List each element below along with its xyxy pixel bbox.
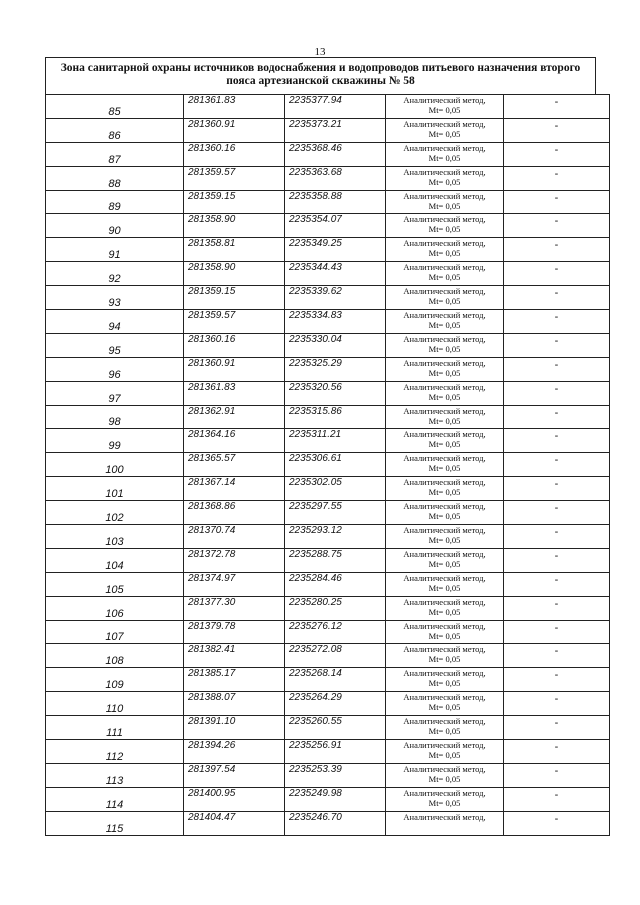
method-text: Аналитический метод, [403, 310, 486, 321]
y-coordinate-cell: 2235349.25 [285, 238, 386, 262]
accuracy-text: Mt= 0,05 [428, 415, 461, 426]
accuracy-text: Mt= 0,05 [428, 439, 461, 450]
method-cell [386, 286, 504, 310]
method-cell [386, 548, 504, 572]
table-row [46, 811, 610, 835]
table-row [46, 501, 610, 525]
table-row [46, 429, 610, 453]
point-number-cell: 97 [46, 381, 184, 405]
method-cell [386, 381, 504, 405]
x-coordinate-cell: 281394.26 [184, 740, 285, 764]
note-cell: - [504, 405, 610, 429]
point-number-cell: 92 [46, 262, 184, 286]
table-row [46, 620, 610, 644]
note-cell: - [504, 525, 610, 549]
point-number-cell: 109 [46, 668, 184, 692]
accuracy-text: Mt= 0,05 [428, 248, 461, 259]
point-number-cell: 108 [46, 644, 184, 668]
method-cell [386, 596, 504, 620]
method-text: Аналитический метод, [403, 214, 486, 225]
table-row [46, 596, 610, 620]
point-number-cell: 104 [46, 548, 184, 572]
accuracy-text: Mt= 0,05 [428, 726, 461, 737]
x-coordinate-cell: 281367.14 [184, 477, 285, 501]
coordinates-table [45, 94, 610, 836]
method-text: Аналитический метод, [403, 548, 486, 559]
y-coordinate-cell: 2235339.62 [285, 286, 386, 310]
method-text: Аналитический метод, [403, 357, 486, 368]
method-cell [386, 740, 504, 764]
x-coordinate-cell: 281360.16 [184, 142, 285, 166]
table-row [46, 166, 610, 190]
y-coordinate-cell: 2235330.04 [285, 333, 386, 357]
method-cell [386, 429, 504, 453]
method-cell [386, 668, 504, 692]
x-coordinate-cell: 281359.57 [184, 310, 285, 334]
y-coordinate-cell: 2235320.56 [285, 381, 386, 405]
method-cell [386, 763, 504, 787]
table-row [46, 716, 610, 740]
method-cell [386, 357, 504, 381]
note-cell: - [504, 142, 610, 166]
point-number-cell: 94 [46, 310, 184, 334]
table-row [46, 286, 610, 310]
x-coordinate-cell: 281358.81 [184, 238, 285, 262]
accuracy-text: Mt= 0,05 [428, 176, 461, 187]
point-number-cell: 114 [46, 787, 184, 811]
x-coordinate-cell: 281359.15 [184, 190, 285, 214]
note-cell: - [504, 716, 610, 740]
note-cell: - [504, 166, 610, 190]
method-cell [386, 238, 504, 262]
point-number-cell: 112 [46, 740, 184, 764]
accuracy-text: Mt= 0,05 [428, 654, 461, 665]
table-row [46, 238, 610, 262]
accuracy-text: Mt= 0,05 [428, 224, 461, 235]
method-text: Аналитический метод, [403, 668, 486, 679]
method-text: Аналитический метод, [403, 286, 486, 297]
x-coordinate-cell: 281404.47 [184, 811, 285, 835]
y-coordinate-cell: 2235377.94 [285, 95, 386, 119]
note-cell: - [504, 190, 610, 214]
y-coordinate-cell: 2235288.75 [285, 548, 386, 572]
method-text: Аналитический метод, [403, 190, 486, 201]
point-number-cell: 88 [46, 166, 184, 190]
method-cell [386, 166, 504, 190]
method-cell [386, 142, 504, 166]
y-coordinate-cell: 2235246.70 [285, 811, 386, 835]
x-coordinate-cell: 281400.95 [184, 787, 285, 811]
accuracy-text: Mt= 0,05 [428, 367, 461, 378]
accuracy-text: Mt= 0,05 [428, 558, 461, 569]
table-row [46, 333, 610, 357]
accuracy-text: Mt= 0,05 [428, 797, 461, 808]
y-coordinate-cell: 2235280.25 [285, 596, 386, 620]
method-text: Аналитический метод, [403, 238, 486, 249]
method-cell [386, 477, 504, 501]
y-coordinate-cell: 2235256.91 [285, 740, 386, 764]
x-coordinate-cell: 281379.78 [184, 620, 285, 644]
note-cell: - [504, 118, 610, 142]
table-row [46, 357, 610, 381]
y-coordinate-cell: 2235306.61 [285, 453, 386, 477]
method-text: Аналитический метод, [403, 501, 486, 512]
note-cell: - [504, 262, 610, 286]
note-cell: - [504, 620, 610, 644]
table-row [46, 668, 610, 692]
point-number-cell: 105 [46, 572, 184, 596]
method-text: Аналитический метод, [403, 453, 486, 464]
table-row [46, 525, 610, 549]
point-number-cell: 113 [46, 763, 184, 787]
method-text: Аналитический метод, [403, 763, 486, 774]
note-cell: - [504, 740, 610, 764]
method-text: Аналитический метод, [403, 333, 486, 344]
method-text: Аналитический метод, [403, 118, 486, 129]
table-row [46, 453, 610, 477]
x-coordinate-cell: 281372.78 [184, 548, 285, 572]
note-cell: - [504, 286, 610, 310]
method-cell [386, 190, 504, 214]
accuracy-text: Mt= 0,05 [428, 487, 461, 498]
method-text: Аналитический метод, [403, 525, 486, 536]
x-coordinate-cell: 281360.91 [184, 118, 285, 142]
method-cell [386, 811, 504, 835]
method-text: Аналитический метод, [403, 596, 486, 607]
method-text: Аналитический метод, [403, 405, 486, 416]
point-number-cell: 115 [46, 811, 184, 835]
point-number-cell: 91 [46, 238, 184, 262]
method-cell [386, 644, 504, 668]
accuracy-text: Mt= 0,05 [428, 272, 461, 283]
y-coordinate-cell: 2235260.55 [285, 716, 386, 740]
y-coordinate-cell: 2235268.14 [285, 668, 386, 692]
point-number-cell: 95 [46, 333, 184, 357]
method-text: Аналитический метод, [403, 740, 486, 751]
method-cell [386, 214, 504, 238]
note-cell: - [504, 572, 610, 596]
table-row [46, 310, 610, 334]
accuracy-text: Mt= 0,05 [428, 463, 461, 474]
point-number-cell: 96 [46, 357, 184, 381]
accuracy-text: Mt= 0,05 [428, 582, 461, 593]
note-cell: - [504, 333, 610, 357]
y-coordinate-cell: 2235334.83 [285, 310, 386, 334]
x-coordinate-cell: 281397.54 [184, 763, 285, 787]
note-cell: - [504, 763, 610, 787]
method-cell [386, 692, 504, 716]
accuracy-text: Mt= 0,05 [428, 678, 461, 689]
note-cell: - [504, 811, 610, 835]
x-coordinate-cell: 281388.07 [184, 692, 285, 716]
point-number-cell: 111 [46, 716, 184, 740]
method-text: Аналитический метод, [403, 787, 486, 798]
x-coordinate-cell: 281368.86 [184, 501, 285, 525]
y-coordinate-cell: 2235368.46 [285, 142, 386, 166]
method-text: Аналитический метод, [403, 166, 486, 177]
point-number-cell: 98 [46, 405, 184, 429]
point-number-cell: 103 [46, 525, 184, 549]
method-text: Аналитический метод, [403, 142, 486, 153]
x-coordinate-cell: 281370.74 [184, 525, 285, 549]
point-number-cell: 90 [46, 214, 184, 238]
table-row [46, 740, 610, 764]
table-row [46, 95, 610, 119]
x-coordinate-cell: 281374.97 [184, 572, 285, 596]
x-coordinate-cell: 281365.57 [184, 453, 285, 477]
y-coordinate-cell: 2235311.21 [285, 429, 386, 453]
accuracy-text: Mt= 0,05 [428, 702, 461, 713]
point-number-cell: 85 [46, 95, 184, 119]
point-number-cell: 101 [46, 477, 184, 501]
method-text: Аналитический метод, [403, 95, 486, 105]
y-coordinate-cell: 2235363.68 [285, 166, 386, 190]
y-coordinate-cell: 2235354.07 [285, 214, 386, 238]
method-text: Аналитический метод, [403, 620, 486, 631]
y-coordinate-cell: 2235315.86 [285, 405, 386, 429]
method-cell [386, 501, 504, 525]
table-row [46, 142, 610, 166]
x-coordinate-cell: 281360.91 [184, 357, 285, 381]
table-row [46, 644, 610, 668]
table-row [46, 477, 610, 501]
x-coordinate-cell: 281359.57 [184, 166, 285, 190]
x-coordinate-cell: 281382.41 [184, 644, 285, 668]
y-coordinate-cell: 2235293.12 [285, 525, 386, 549]
table-row [46, 262, 610, 286]
point-number-cell: 86 [46, 118, 184, 142]
method-text: Аналитический метод, [403, 429, 486, 440]
x-coordinate-cell: 281358.90 [184, 262, 285, 286]
y-coordinate-cell: 2235302.05 [285, 477, 386, 501]
method-text: Аналитический метод, [403, 644, 486, 655]
method-text: Аналитический метод, [403, 692, 486, 703]
note-cell: - [504, 548, 610, 572]
method-cell [386, 525, 504, 549]
coordinates-sheet [45, 57, 596, 836]
note-cell: - [504, 644, 610, 668]
accuracy-text: Mt= 0,05 [428, 320, 461, 331]
point-number-cell: 99 [46, 429, 184, 453]
note-cell: - [504, 95, 610, 119]
x-coordinate-cell: 281391.10 [184, 716, 285, 740]
table-row [46, 692, 610, 716]
method-cell [386, 620, 504, 644]
method-cell [386, 572, 504, 596]
accuracy-text: Mt= 0,05 [428, 128, 461, 139]
table-row [46, 405, 610, 429]
method-cell [386, 405, 504, 429]
accuracy-text: Mt= 0,05 [428, 296, 461, 307]
y-coordinate-cell: 2235358.88 [285, 190, 386, 214]
note-cell: - [504, 668, 610, 692]
y-coordinate-cell: 2235276.12 [285, 620, 386, 644]
method-text: Аналитический метод, [403, 381, 486, 392]
y-coordinate-cell: 2235284.46 [285, 572, 386, 596]
method-cell [386, 118, 504, 142]
method-text: Аналитический метод, [403, 811, 486, 822]
note-cell: - [504, 429, 610, 453]
method-cell [386, 95, 504, 119]
accuracy-text: Mt= 0,05 [428, 773, 461, 784]
accuracy-text: Mt= 0,05 [428, 606, 461, 617]
note-cell: - [504, 501, 610, 525]
table-row [46, 763, 610, 787]
x-coordinate-cell: 281377.30 [184, 596, 285, 620]
method-text: Аналитический метод, [403, 572, 486, 583]
table-title: Зона санитарной охраны источников водоснабжения и водопроводов питьевого назначения второго пояса артезианской скважины № 58 [45, 57, 596, 94]
y-coordinate-cell: 2235325.29 [285, 357, 386, 381]
y-coordinate-cell: 2235344.43 [285, 262, 386, 286]
y-coordinate-cell: 2235253.39 [285, 763, 386, 787]
accuracy-text: Mt= 0,05 [428, 105, 461, 115]
note-cell: - [504, 214, 610, 238]
accuracy-text: Mt= 0,05 [428, 630, 461, 641]
y-coordinate-cell: 2235297.55 [285, 501, 386, 525]
x-coordinate-cell: 281360.16 [184, 333, 285, 357]
point-number-cell: 89 [46, 190, 184, 214]
accuracy-text: Mt= 0,05 [428, 391, 461, 402]
x-coordinate-cell: 281361.83 [184, 95, 285, 119]
accuracy-text: Mt= 0,05 [428, 511, 461, 522]
table-row [46, 381, 610, 405]
y-coordinate-cell: 2235373.21 [285, 118, 386, 142]
accuracy-text: Mt= 0,05 [428, 200, 461, 211]
table-row [46, 548, 610, 572]
point-number-cell: 110 [46, 692, 184, 716]
point-number-cell: 107 [46, 620, 184, 644]
x-coordinate-cell: 281361.83 [184, 381, 285, 405]
note-cell: - [504, 692, 610, 716]
point-number-cell: 100 [46, 453, 184, 477]
x-coordinate-cell: 281358.90 [184, 214, 285, 238]
note-cell: - [504, 453, 610, 477]
method-cell [386, 453, 504, 477]
note-cell: - [504, 357, 610, 381]
x-coordinate-cell: 281364.16 [184, 429, 285, 453]
method-cell [386, 716, 504, 740]
method-text: Аналитический метод, [403, 477, 486, 488]
table-row [46, 190, 610, 214]
point-number-cell: 87 [46, 142, 184, 166]
y-coordinate-cell: 2235249.98 [285, 787, 386, 811]
accuracy-text: Mt= 0,05 [428, 343, 461, 354]
note-cell: - [504, 238, 610, 262]
method-cell [386, 333, 504, 357]
x-coordinate-cell: 281362.91 [184, 405, 285, 429]
x-coordinate-cell: 281359.15 [184, 286, 285, 310]
page-number: 13 [314, 46, 326, 58]
table-row [46, 118, 610, 142]
note-cell: - [504, 310, 610, 334]
method-text: Аналитический метод, [403, 262, 486, 273]
x-coordinate-cell: 281385.17 [184, 668, 285, 692]
table-row [46, 214, 610, 238]
method-cell [386, 262, 504, 286]
point-number-cell: 102 [46, 501, 184, 525]
table-row [46, 787, 610, 811]
accuracy-text: Mt= 0,05 [428, 535, 461, 546]
point-number-cell: 106 [46, 596, 184, 620]
note-cell: - [504, 477, 610, 501]
accuracy-text: Mt= 0,05 [428, 152, 461, 163]
method-cell [386, 787, 504, 811]
note-cell: - [504, 381, 610, 405]
method-cell [386, 310, 504, 334]
y-coordinate-cell: 2235264.29 [285, 692, 386, 716]
table-row [46, 572, 610, 596]
note-cell: - [504, 596, 610, 620]
note-cell: - [504, 787, 610, 811]
y-coordinate-cell: 2235272.08 [285, 644, 386, 668]
method-text: Аналитический метод, [403, 716, 486, 727]
point-number-cell: 93 [46, 286, 184, 310]
accuracy-text: Mt= 0,05 [428, 750, 461, 761]
